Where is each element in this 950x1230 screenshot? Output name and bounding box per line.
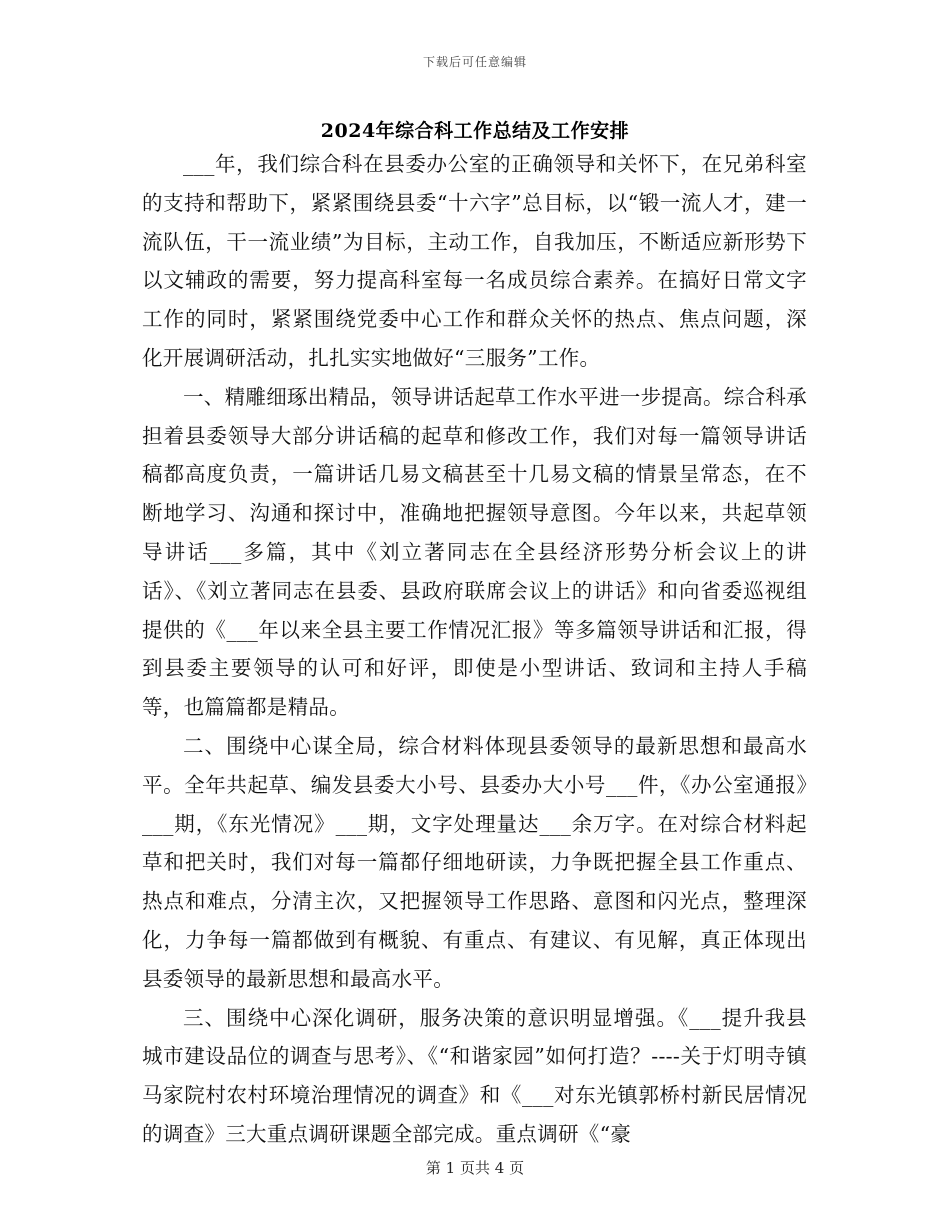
- paragraph-section-1: 一、精雕细琢出精品，领导讲话起草工作水平进一步提高。综合科承担着县委领导大部分讲话稿的起草和修改工作，我们对每一篇领导讲话稿都高度负责，一篇讲话几易文稿甚至十几易文稿的情景呈常态，在不断地学习、沟通和探讨中，准确地把握领导意图。今年以来，共起草领导讲话___多篇，其中《刘立著同志在全县经济形势分析会议上的讲话》、《刘立著同志在县委、县政府联席会议上的讲话》和向省委巡视组提供的《___年以来全县主要工作情况汇报》等多篇领导讲话和汇报，得到县委主要领导的认可和好评，即使是小型讲话、致词和主持人手稿等，也篇篇都是精品。: [142, 384, 807, 720]
- page-header-note: 下载后可任意编辑: [422, 55, 527, 69]
- page-number-footer: 第 1 页共 4 页: [425, 1159, 525, 1177]
- document-title: 2024年综合科工作总结及工作安排: [320, 120, 630, 142]
- paragraph-section-3: 三、围绕中心深化调研，服务决策的意识明显增强。《___提升我县城市建设品位的调查与思考》、《“和谐家园”如何打造？----关于灯明寺镇马家院村农村环境治理情况的调查》和《___对东光镇郭桥村新民居情况的调查》三大重点调研课题全部完成。重点调研《“豪: [142, 1005, 807, 1146]
- paragraph-section-2: 二、围绕中心谋全局，综合材料体现县委领导的最新思想和最高水平。全年共起草、编发县委大小号、县委办大小号___件，《办公室通报》___期，《东光情况》___期，文字处理量达___余万字。在对综合材料起草和把关时，我们对每一篇都仔细地研读，力争既把握全县工作重点、热点和难点，分清主次，又把握领导工作思路、意图和闪光点，整理深化，力争每一篇都做到有概貌、有重点、有建议、有见解，真正体现出县委领导的最新思想和最高水平。: [142, 733, 807, 991]
- document-body: [142, 145, 807, 1154]
- paragraph-intro: ___年，我们综合科在县委办公室的正确领导和关怀下，在兄弟科室的支持和帮助下，紧紧围绕县委“十六字”总目标，以“锻一流人才，建一流队伍，干一流业绩”为目标，主动工作，自我加压，不断适应新形势下以文辅政的需要，努力提高科室每一名成员综合素养。在搞好日常文字工作的同时，紧紧围绕党委中心工作和群众关怀的热点、焦点问题，深化开展调研活动，扎扎实实地做好“三服务”工作。: [142, 152, 807, 370]
